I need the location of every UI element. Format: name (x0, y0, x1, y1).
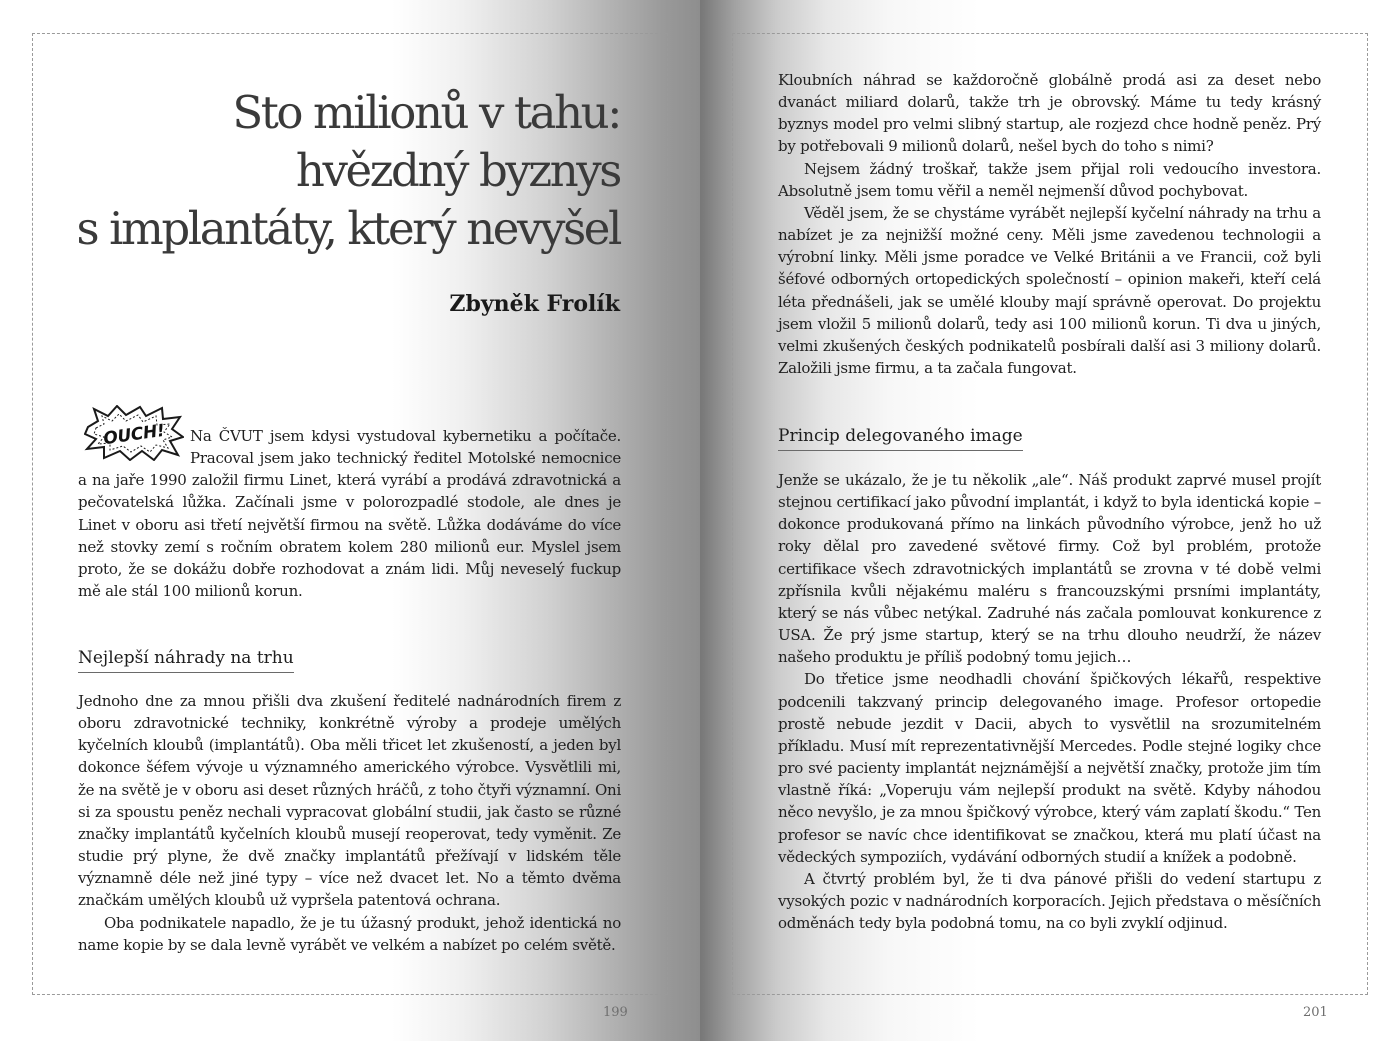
paragraph: Nejsem žádný troškař, takže jsem přijal roli vedoucího investora. Absolutně jsem tomu věřil a neměl nejmenší důvod pochybovat. (778, 159, 1321, 200)
continued-text (778, 69, 1321, 379)
section-heading-text: Princip delegovaného image (778, 426, 1023, 451)
title-line: hvězdný byznys (295, 144, 620, 197)
page-number: 199 (603, 1005, 628, 1020)
page-number: 201 (1303, 1005, 1328, 1020)
author-name: Zbyněk Frolík (449, 291, 620, 317)
title-line: Sto milionů v tahu: (232, 86, 620, 139)
section-heading (778, 423, 1023, 449)
paragraph: A čtvrtý problém byl, že ti dva pánové přišli do vedení startupu z vysokých pozic v nadnárodních korporacích. Jejich představa o měsíčních odměnách tedy byla podobná tomu, na co byli zvyklí odjinud. (778, 869, 1321, 933)
chapter-title (40, 84, 620, 258)
section-heading (78, 645, 294, 671)
section-heading-text: Nejlepší náhrady na trhu (78, 648, 294, 673)
ouch-text: OUCH! (102, 420, 166, 450)
paragraph: Oba podnikatele napadlo, že je tu úžasný produkt, jehož identická no name kopie by se dala levně vyrábět ve velkém a nabízet po celém světě. (78, 913, 621, 954)
intro-paragraph: Na ČVUT jsem kdysi vystudoval kybernetiku a počítače. Pracoval jsem jako technický ředitel Motolské nemocnice a na jaře 1990 založil firmu Linet, která vyrábí a prodává zdravotnická a pečovatelská lůžka. Začínali jsme v polorozpadlé stodole, ale dnes je Linet v oboru asi třetí největší firmou na světě. Lůžka dodáváme do více než stovky zemí s ročním obratem kolem 280 milionů eur. Myslel jsem proto, že se dokážu dobře rozhodovat a znám lidi. Můj neveselý fuckup mě ale stál 100 milionů korun. (78, 427, 621, 601)
title-line: s implantáty, který nevyšel (76, 202, 620, 255)
section-body (778, 469, 1321, 934)
paragraph: Do třetice jsme neodhadli chování špičkových lékařů, respektive podcenili takzvaný princip delegovaného image. Profesor ortopedie prostě nebude jezdit v Dacii, abych to vysvětlil na srozumitelném příkladu. Musí mít reprezentativnější Mercedes. Podle stejné logiky chce pro své pacienty implantát nejznámější a největší značky, protože jim tím vlastně říká: „Voperuju vám nejlepší produkt na světě. Kdyby náhodou něco nevyšlo, je za mnou špičkový výrobce, který vám zaplatí škodu.“ Ten profesor se navíc chce identifikovat se značkou, která mu platí účast na vědeckých sympoziích, vydávání odborných studií a knížek a podobně. (778, 670, 1321, 866)
paragraph: Kloubních náhrad se každoročně globálně prodá asi za deset nebo dvanáct miliard dolarů, takže trh je obrovský. Máme tu tedy krásný byznys model pro velmi slibný startup, ale rozjezd chce hodně peněz. Prý by potřebovali 9 milionů dolarů, nešel bych do toho s nimi? (778, 71, 1321, 156)
intro-block (78, 420, 621, 602)
paragraph: Jednoho dne za mnou přišli dva zkušení ředitelé nadnárodních firem z oboru zdravotnické techniky, konkrétně výroby a prodeje umělých kyčelních kloubů (implantátů). Oba měli třicet let zkušeností, a jeden byl dokonce šéfem vývoje u významného amerického výrobce. Vysvětlili mi, že na světě je v oboru asi deset různých hráčů, z toho čtyři významní. Oni si za spoustu peněz nechali vypracovat globální studii, jak často se různé značky implantátů kyčelních kloubů musejí reoperovat, tedy vyměnit. Ze studie prý plyne, že dvě značky implantátů přežívají v lidském těle významně déle než jiné typy – více než dvacet let. No a těmto dvěma značkám umělých kloubů už vypršela patentová ochrana. (78, 692, 621, 910)
paragraph: Věděl jsem, že se chystáme vyrábět nejlepší kyčelní náhrady na trhu a nabízet je za nejnižší možné ceny. Měli jsme zavedenou technologii a výrobní linky. Měli jsme poradce ve Velké Británii a ve Francii, což byli šéfové odborných ortopedických společností – opinion makeři, kteří celá léta přednášeli, jak se umělé klouby mají správně operovat. Do projektu jsem vložil 5 milionů dolarů, tedy asi 100 milionů korun. Ti dva u jiných, velmi zkušených českých podnikatelů posbírali další asi 3 miliony dolarů. Založili jsme firmu, a ta začala fungovat. (778, 203, 1321, 378)
right-page (700, 0, 1400, 1041)
ouch-burst-icon (84, 405, 184, 461)
section-body (78, 690, 621, 956)
paragraph: Jenže se ukázalo, že je tu několik „ale“. Náš produkt zaprvé musel projít stejnou certifikací jako původní implantát, i když to byla identická kopie – dokonce produkovaná přímo na linkách původního výrobce, jenž ho už roky dělal pro zavedené světové firmy. Což byl problém, protože certifikace všech zdravotnických implantátů se zrovna v té době velmi zpřísnila kvůli nějakému maléru s francouzskými prsními implantáty, který se nás vůbec netýkal. Zadruhé nás začala pomlouvat konkurence z USA. Že prý jsme startup, který se na trhu dlouho neudrží, že název našeho produktu je příliš podobný tomu jejich… (778, 471, 1321, 667)
